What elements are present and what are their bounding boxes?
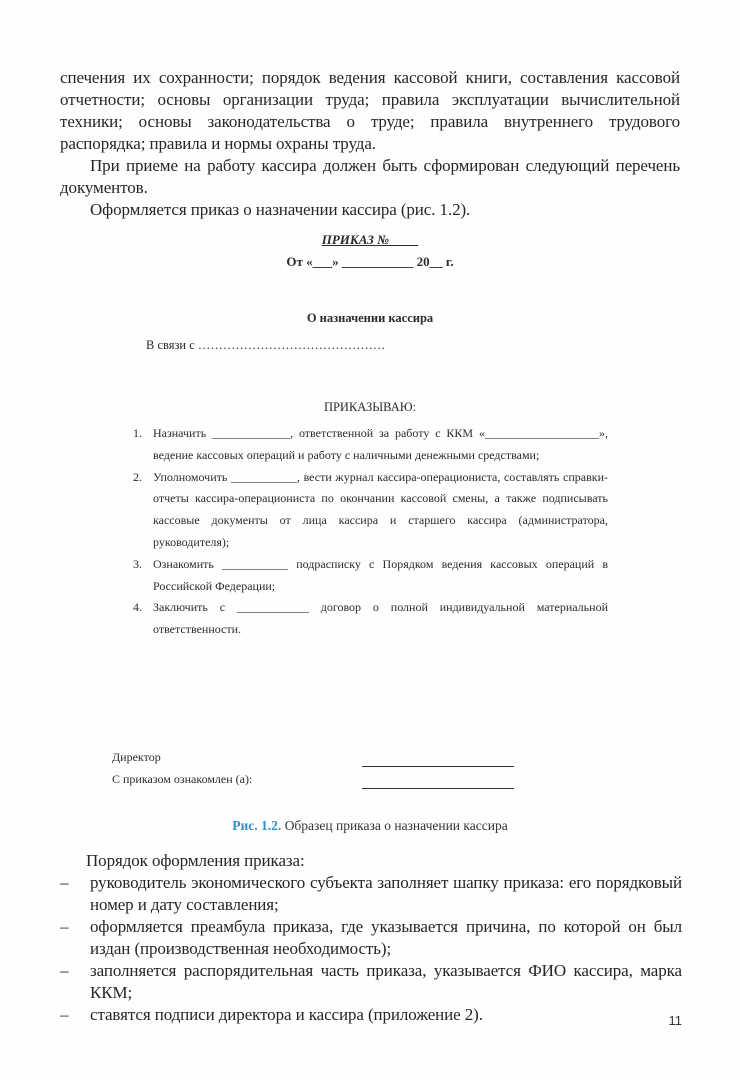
intro-paragraph: Оформляется приказ о назначении кассира (рис. 1.2).: [90, 200, 471, 219]
order-item-number: 4.: [133, 600, 142, 615]
order-item-number: 1.: [133, 426, 142, 440]
outro-list-item: [60, 916, 682, 960]
signature-line-acknowledged: [362, 788, 514, 789]
order-reason: В связи с ………………………………………: [146, 338, 386, 352]
outro-list-item: [60, 1004, 682, 1026]
page-number: 11: [668, 1013, 682, 1028]
outro-list-item: [60, 960, 682, 1004]
intro-paragraph: спечения их сохранности; порядок ведения кассовой книги, составления кассовой отчетности; основы организации труда; правила эксплуатации вычислительной техники; основы законодательства о труде; правила внутреннего трудового распорядка; правила и нормы охраны труда.: [60, 68, 680, 153]
order-item-text: Уполномочить ___________, вести журнал кассира-операциониста, составлять справки-отчеты кассира-операциониста по окончании кассовой смены, а также подписывать кассовые документы от лица кассира и старшего кассира (администратора, руководителя);: [153, 469, 608, 549]
order-item: [133, 554, 608, 598]
order-form-figure: [0, 228, 740, 808]
signature-label-acknowledged: С приказом ознакомлен (а):: [112, 772, 253, 786]
order-item: [133, 423, 608, 467]
figure-number: Рис. 1.2.: [232, 818, 282, 833]
order-item-text: Заключить с ____________ договор о полной индивидуальной материальной ответственности.: [153, 600, 608, 637]
order-item-number: 3.: [133, 556, 142, 571]
outro-item-text: заполняется распорядительная часть приказа, указывается ФИО кассира, марка ККМ;: [90, 961, 682, 1002]
outro-list-item: [60, 872, 682, 916]
order-title: ПРИКАЗ № ____: [321, 232, 419, 247]
order-items-list: [133, 423, 608, 641]
dash-bullet-icon: –: [60, 961, 69, 980]
outro-text-block: [60, 850, 682, 1026]
outro-item-text: ставятся подписи директора и кассира (приложение 2).: [90, 1005, 483, 1024]
outro-item-text: оформляется преамбула приказа, где указывается причина, по которой он был издан (производственная необходимость);: [90, 917, 682, 958]
signature-label-director: Директор: [112, 750, 161, 764]
dash-bullet-icon: –: [60, 873, 69, 892]
figure-caption: [0, 818, 740, 834]
outro-list: [60, 872, 682, 1026]
order-item-number: 2.: [133, 469, 142, 484]
outro-heading: Порядок оформления приказа:: [86, 851, 305, 870]
outro-item-text: руководитель экономического субъекта заполняет шапку приказа: его порядковый номер и дату составления;: [90, 873, 682, 914]
order-item: [133, 467, 608, 554]
order-item: [133, 597, 608, 641]
order-item-text: Назначить _____________, ответственной за работу с ККМ «___________________», ведение кассовых операций и работу с наличными денежными средствами;: [153, 426, 608, 462]
dash-bullet-icon: –: [60, 1005, 69, 1024]
dash-bullet-icon: –: [60, 917, 69, 936]
order-item-text: Ознакомить ___________ подрасписку с Порядком ведения кассовых операций в Российской Федерации;: [153, 556, 608, 593]
signature-line-director: [362, 766, 514, 767]
intro-text-block: [60, 67, 680, 221]
order-subject: О назначении кассира: [306, 311, 434, 325]
order-date-line: От «___» ___________ 20__ г.: [286, 254, 454, 269]
figure-caption-text: Образец приказа о назначении кассира: [281, 818, 508, 833]
order-command: ПРИКАЗЫВАЮ:: [323, 400, 417, 414]
intro-paragraph: При приеме на работу кассира должен быть сформирован следующий перечень документов.: [60, 156, 680, 197]
